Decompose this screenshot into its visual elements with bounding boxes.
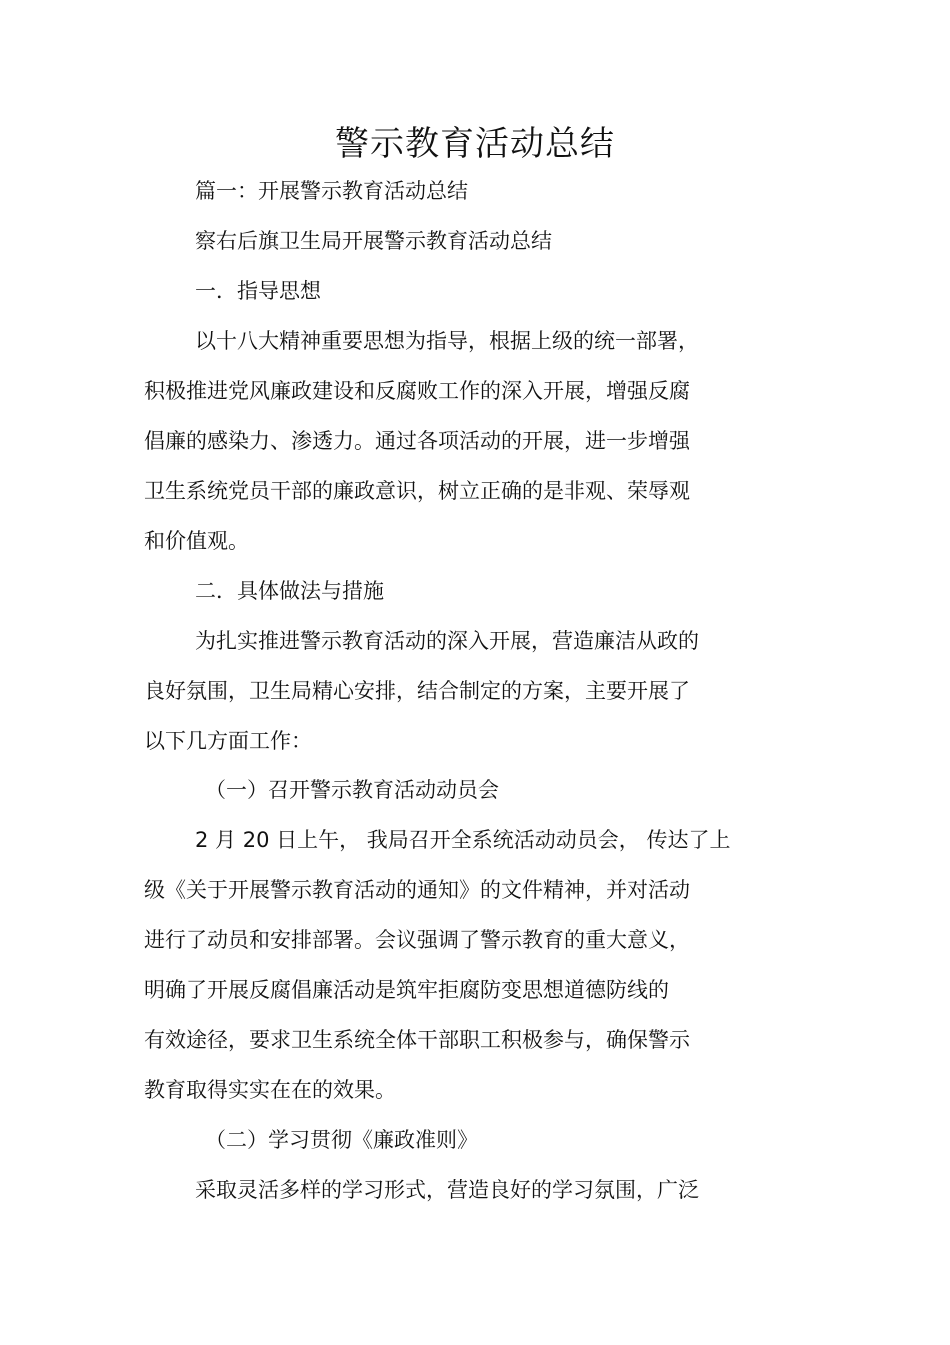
paragraph-line: 采取灵活多样的学习形式，营造良好的学习氛围，广泛	[195, 1178, 699, 1202]
subsection-heading: （一）召开警示教育活动动员会	[205, 778, 499, 802]
paragraph-line: 进行了动员和安排部署。会议强调了警示教育的重大意义，	[144, 928, 690, 952]
section-heading: 篇一：开展警示教育活动总结	[195, 179, 468, 203]
subsection-heading: （二）学习贯彻《廉政准则》	[205, 1128, 478, 1152]
paragraph-line: 为扎实推进警示教育活动的深入开展，营造廉洁从政的	[195, 629, 699, 653]
subtitle-line: 察右后旗卫生局开展警示教育活动总结	[195, 229, 552, 253]
paragraph-line: 级《关于开展警示教育活动的通知》的文件精神，并对活动	[144, 878, 690, 902]
paragraph-line: 有效途径，要求卫生系统全体干部职工积极参与，确保警示	[144, 1028, 690, 1052]
paragraph-line: 以下几方面工作：	[144, 729, 312, 753]
section-heading: 二．具体做法与措施	[195, 579, 384, 603]
section-heading: 一．指导思想	[195, 279, 321, 303]
paragraph-line: 教育取得实实在在的效果。	[144, 1078, 396, 1102]
paragraph-line: 以十八大精神重要思想为指导，根据上级的统一部署，	[195, 329, 699, 353]
paragraph-line: 卫生系统党员干部的廉政意识，树立正确的是非观、荣辱观	[144, 479, 690, 503]
paragraph-line: 明确了开展反腐倡廉活动是筑牢拒腐防变思想道德防线的	[144, 978, 669, 1002]
paragraph-line: 倡廉的感染力、渗透力。通过各项活动的开展，进一步增强	[144, 429, 690, 453]
document-title: 警示教育活动总结	[335, 124, 615, 164]
paragraph-line: 积极推进党风廉政建设和反腐败工作的深入开展，增强反腐	[144, 379, 690, 403]
paragraph-line: 良好氛围，卫生局精心安排，结合制定的方案，主要开展了	[144, 679, 690, 703]
paragraph-line: 2 月 20 日上午， 我局召开全系统活动动员会， 传达了上	[195, 828, 731, 852]
paragraph-line: 和价值观。	[144, 529, 249, 553]
